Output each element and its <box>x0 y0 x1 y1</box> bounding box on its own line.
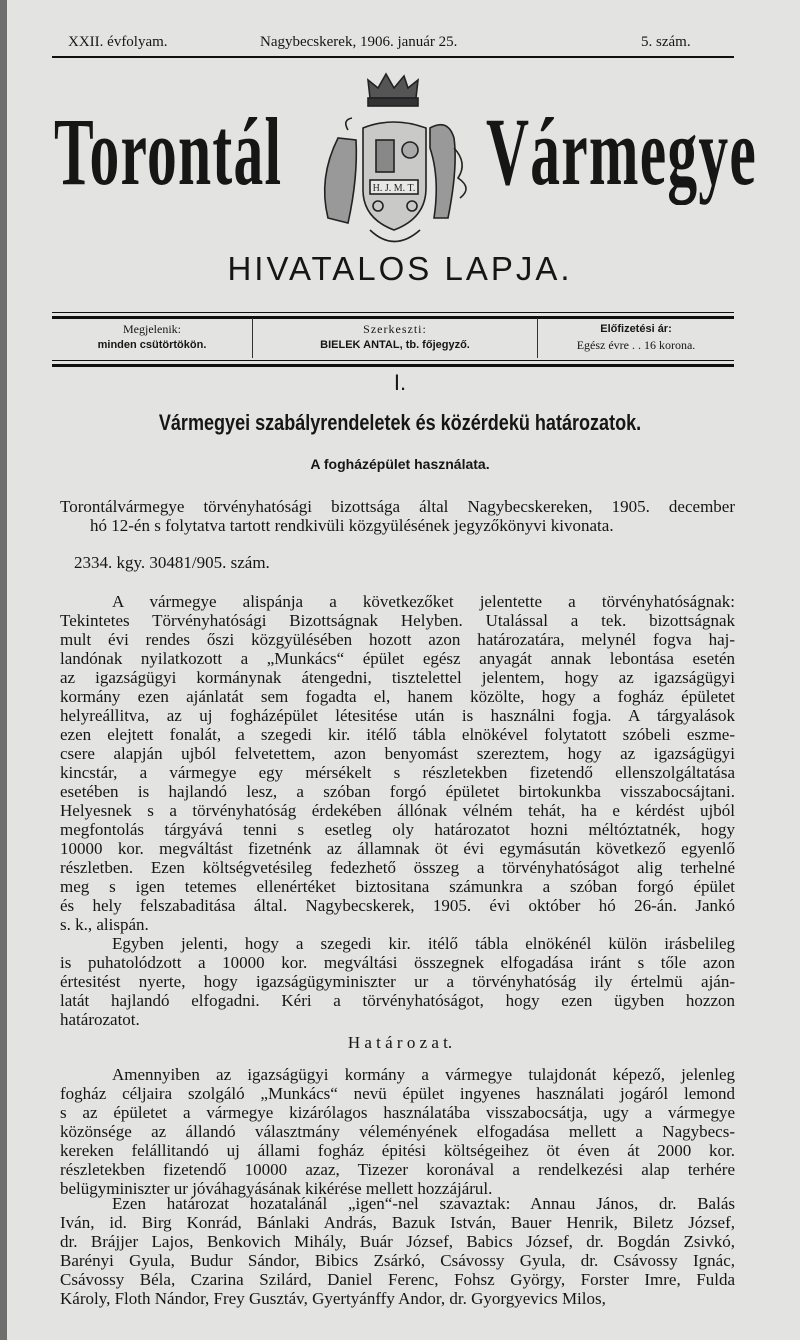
text-line: A vármegye alispánja a következőket jelentette a törvényhatóságnak: <box>112 592 735 611</box>
scan-edge <box>0 0 7 1340</box>
editor-label: Szerkeszti: <box>363 322 427 336</box>
text-line: közönsége az állandó választmány véleményének elfogadása mellett a Nagybecs- <box>60 1122 735 1141</box>
info-rule-bottom <box>52 364 734 367</box>
intro-paragraph <box>60 497 735 535</box>
place-date: Nagybecskerek, 1906. január 25. <box>260 34 458 50</box>
text-line: határozatot. <box>60 1010 140 1029</box>
info-publication <box>52 321 252 359</box>
text-line: Egyben jelenti, hogy a szegedi kir. itélő tábla elnökénél külön irásbelileg <box>112 934 735 953</box>
section-number: I. <box>393 370 407 395</box>
text-line: latát hajlandó elfogadni. Kéri a törvényhatóságot, hogy ezen ügyben hozzon <box>60 991 735 1010</box>
text-line: kincstár, a vármegye egy mérsékelt s részletekben fizetendő ellenszolgáltatása <box>60 763 735 782</box>
text-line: fogház céljaira szolgáló „Munkács“ nevü épület ingyenes használati jogáról lemond <box>60 1084 735 1103</box>
text-line: kormány ezen ajánlatát sem fogadta el, hanem közölte, hogy a fogház épületet <box>60 687 735 706</box>
info-rule-top-thin <box>52 312 734 313</box>
text-line: és hely felszabaditása által. Nagybecskerek, 1905. évi október hó 26-án. Jankó <box>60 896 735 915</box>
text-line: s. k., alispán. <box>60 915 149 934</box>
text-line: s az épületet a vármegye kizárólagos használatába visszabocsátja, ugy a vármegye <box>60 1103 735 1122</box>
text-line: kereken felállitandó uj állami fogház épitési költségeihez öt éven át 2000 kor. <box>60 1141 735 1160</box>
text-line: dr. Brájjer Lajos, Benkovich Mihály, Buár József, Babics József, dr. Bogdán Zsivkó, <box>60 1232 735 1251</box>
text-line: Iván, id. Birg Konrád, Bánlaki András, Bazuk István, Bauer Henrik, Biletz József, <box>60 1213 735 1232</box>
text-line: csere alapján ujból felvetettem, azon benyomást szereztem, hogy az igazságügyi <box>60 744 735 763</box>
subtitle: HIVATALOS LAPJA. <box>227 250 573 287</box>
title-left: Torontál <box>54 98 283 205</box>
info-rule-bottom-thin <box>52 360 734 361</box>
text-line: Károly, Floth Nándor, Frey Gusztáv, Gyertyánffy Andor, dr. Gyorgyevics Milos, <box>60 1289 606 1308</box>
text-line: ezen elejtett fonalát, a szegedi kir. itélő tábla elnökével folytatott szóbeli eszme- <box>60 725 735 744</box>
info-subscription <box>538 321 734 359</box>
text-line: helyreállitva, az uj fogházépület létesitése után is használni fogja. A tárgyalások <box>60 706 735 725</box>
info-editor <box>253 321 537 359</box>
coat-of-arms-emblem <box>308 68 478 258</box>
resolution-heading: H a t á r o z a t. <box>347 1033 453 1052</box>
section-heading: Vármegyei szabályrendeletek és közérdekü határozatok. <box>158 410 642 435</box>
text-line: az igazságügyi kormánynak átengedni, tisztelettel jelentem, hogy az igazságügyi <box>60 668 735 687</box>
text-line: esetében is hajlandó lesz, a szóban forgó épületet birtokunkba visszabocsájtani. <box>60 782 735 801</box>
text-line: 10000 kor. megváltást fizetnénk az államnak öt évi egymásután következő egyenlő <box>60 839 735 858</box>
info-rule-top <box>52 316 734 319</box>
emblem-text: H. J. M. T. <box>372 183 416 194</box>
resolution-paragraph <box>60 1065 735 1198</box>
text-line: hó 12-én s folytatva tartott rendkivüli közgyülésének jegyzőkönyvi kivonata. <box>90 516 614 535</box>
text-line: mult évi rendes őszi közgyülésében hozott azon határozatára, melynél fogva haj- <box>60 630 735 649</box>
text-line: landónak nyilatkozott a „Munkács“ épület egész anyagát annak lebontása esetén <box>60 649 735 668</box>
issue-header <box>68 34 728 56</box>
subscription-label: Előfizetési ár: <box>600 323 672 335</box>
text-line: részletekben fizetendő 10000 azaz, Tizezer koronával a rendelkezési alap terhére <box>60 1160 735 1179</box>
vote-paragraph <box>60 1194 735 1308</box>
publication-value: minden csütörtökön. <box>97 339 207 351</box>
volume-label: XXII. évfolyam. <box>68 34 168 50</box>
request-paragraph <box>60 934 735 1029</box>
text-line: Barényi Gyula, Budur Sándor, Bibics Zsárkó, Csávossy Gyula, dr. Csávossy Ignác, <box>60 1251 735 1270</box>
header-rule <box>52 56 734 58</box>
title-right: Vármegye <box>486 98 758 205</box>
publication-label: Megjelenik: <box>123 322 181 336</box>
text-line: részletben. Ezen költségvetésileg fedezhető összeg a törvényhatóságot alig terhelné <box>60 858 735 877</box>
text-line: Ezen határozat hozatalánál „igen“-nel szavaztak: Annau János, dr. Balás <box>112 1194 735 1213</box>
reference-number: 2334. kgy. 30481/905. szám. <box>74 553 270 572</box>
subscription-value: Egész évre . . 16 korona. <box>576 338 696 352</box>
editor-value: BIELEK ANTAL, tb. főjegyző. <box>320 339 470 351</box>
text-line: Amennyiben az igazságügyi kormány a vármegye tulajdonát képező, jelenleg <box>112 1065 735 1084</box>
issue-number: 5. szám. <box>641 34 691 50</box>
text-line: is puhatolódzott a 10000 kor. megváltási összegnek elfogadása iránt s tőle azon <box>60 953 735 972</box>
text-line: Csávossy Béla, Czarina Szilárd, Daniel Ferenc, Fohsz György, Forster Imre, Fulda <box>60 1270 735 1289</box>
text-line: Helyesnek s a törvényhatóság érdekében állónak vélném tehát, ha e kérdést ujból <box>60 801 735 820</box>
text-line: értesitést nyerte, hogy igazságügyminiszter ur a törvényhatóság ily értelmü aján- <box>60 972 735 991</box>
text-line: megfontolás tárgyává tenni s esetleg oly határozatot hozni méltóztatnék, hogy <box>60 820 735 839</box>
article-subheading: A fogházépület használata. <box>310 456 490 472</box>
report-paragraph <box>60 592 735 934</box>
text-line: belügyminiszter ur jóváhagyásának kikérése mellett hozzájárul. <box>60 1179 493 1198</box>
text-line: meg s igen tetemes ellenértéket biztositana számunkra a szóban forgó épület <box>60 877 735 896</box>
text-line: Tekintetes Törvényhatósági Bizottságnak Helyben. Utalással a tek. bizottságnak <box>60 611 735 630</box>
text-line: Torontálvármegye törvényhatósági bizottsága által Nagybecskereken, 1905. december <box>60 497 735 516</box>
